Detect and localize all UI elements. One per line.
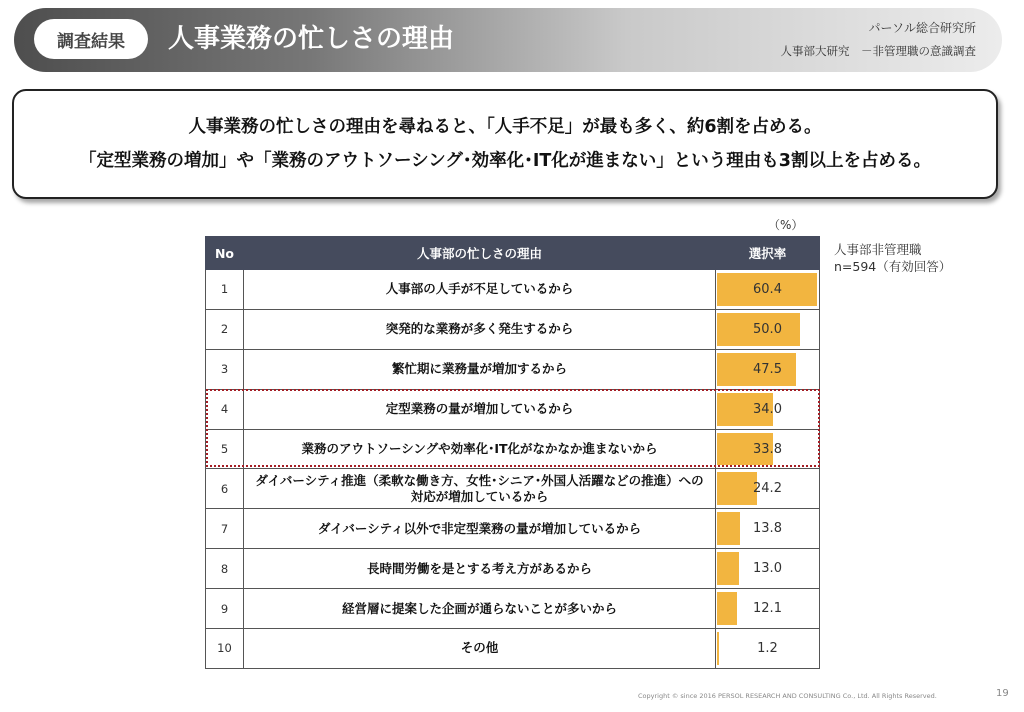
sample-size: n=594（有効回答） <box>834 259 952 274</box>
table-row <box>206 469 820 509</box>
rate-value: 13.0 <box>753 561 782 577</box>
row-number: 10 <box>206 629 244 669</box>
sample-group: 人事部非管理職 <box>834 242 922 257</box>
highlight-box <box>206 389 820 467</box>
row-rate-cell <box>716 349 820 389</box>
row-reason: 突発的な業務が多く発生するから <box>244 309 716 349</box>
row-number: 4 <box>206 389 244 429</box>
row-reason: 長時間労働を是とする考え方があるから <box>244 549 716 589</box>
row-reason: 繁忙期に業務量が増加するから <box>244 349 716 389</box>
rate-value: 33.8 <box>753 441 782 457</box>
header-rate: 選択率 <box>716 237 820 270</box>
row-number: 9 <box>206 589 244 629</box>
row-rate-cell <box>716 629 820 669</box>
report-subtitle: 人事部大研究 －非管理職の意識調査 <box>780 44 976 58</box>
table-row <box>206 349 820 389</box>
sample-note <box>834 241 951 275</box>
rate-value: 60.4 <box>753 281 782 297</box>
page-number: 19 <box>996 688 1009 699</box>
row-reason-line: ダイバーシティ推進（柔軟な働き方、女性･シニア･外国人活躍などの推進）への <box>255 472 704 488</box>
table-row <box>206 270 820 310</box>
company-name: パーソル総合研究所 <box>868 21 976 35</box>
row-number: 2 <box>206 309 244 349</box>
copyright-text: Copyright © since 2016 PERSOL RESEARCH AND CONSULTING Co., Ltd. All Rights Reserved. <box>638 692 937 700</box>
row-reason-line: 対応が増加しているから <box>410 488 549 504</box>
row-rate-cell <box>716 270 820 310</box>
header-no: No <box>206 237 244 270</box>
table-row <box>206 589 820 629</box>
row-number: 3 <box>206 349 244 389</box>
row-rate-cell <box>716 469 820 509</box>
row-rate-cell <box>716 509 820 549</box>
rate-value: 50.0 <box>753 321 782 337</box>
row-number: 5 <box>206 429 244 469</box>
header-bar <box>14 8 1002 72</box>
rate-value: 34.0 <box>753 401 782 417</box>
rate-value: 12.1 <box>753 601 782 617</box>
table-row <box>206 549 820 589</box>
summary-box <box>12 89 998 199</box>
row-reason: 定型業務の量が増加しているから <box>244 389 716 429</box>
row-number: 7 <box>206 509 244 549</box>
page-title: 人事業務の忙しさの理由 <box>168 24 455 54</box>
rate-value: 24.2 <box>753 481 782 497</box>
rate-value: 13.8 <box>753 521 782 537</box>
row-number: 6 <box>206 469 244 509</box>
row-number: 8 <box>206 549 244 589</box>
row-rate-cell <box>716 309 820 349</box>
row-reason: その他 <box>244 629 716 669</box>
row-reason <box>244 469 716 509</box>
summary-line-2: 「定型業務の増加」や「業務のアウトソーシング･効率化･IT化が進まない」という理由も3割以上を占める。 <box>79 151 931 171</box>
unit-label: （%） <box>768 218 804 232</box>
table-header-row <box>206 237 820 270</box>
section-tag: 調査結果 <box>34 19 148 59</box>
row-reason: 経営層に提案した企画が通らないことが多いから <box>244 589 716 629</box>
row-rate-cell <box>716 549 820 589</box>
header-reason: 人事部の忙しさの理由 <box>244 237 716 270</box>
row-number: 1 <box>206 270 244 310</box>
table-row <box>206 309 820 349</box>
rate-value: 1.2 <box>757 640 778 656</box>
row-rate-cell <box>716 589 820 629</box>
row-reason: ダイバーシティ以外で非定型業務の量が増加しているから <box>244 509 716 549</box>
table-row <box>206 629 820 669</box>
table-row <box>206 509 820 549</box>
summary-line-1: 人事業務の忙しさの理由を尋ねると、「人手不足」が最も多く、約6割を占める。 <box>188 117 822 137</box>
row-reason: 業務のアウトソーシングや効率化･IT化がなかなか進まないから <box>244 429 716 469</box>
rate-value: 47.5 <box>753 361 782 377</box>
row-reason: 人事部の人手が不足しているから <box>244 270 716 310</box>
